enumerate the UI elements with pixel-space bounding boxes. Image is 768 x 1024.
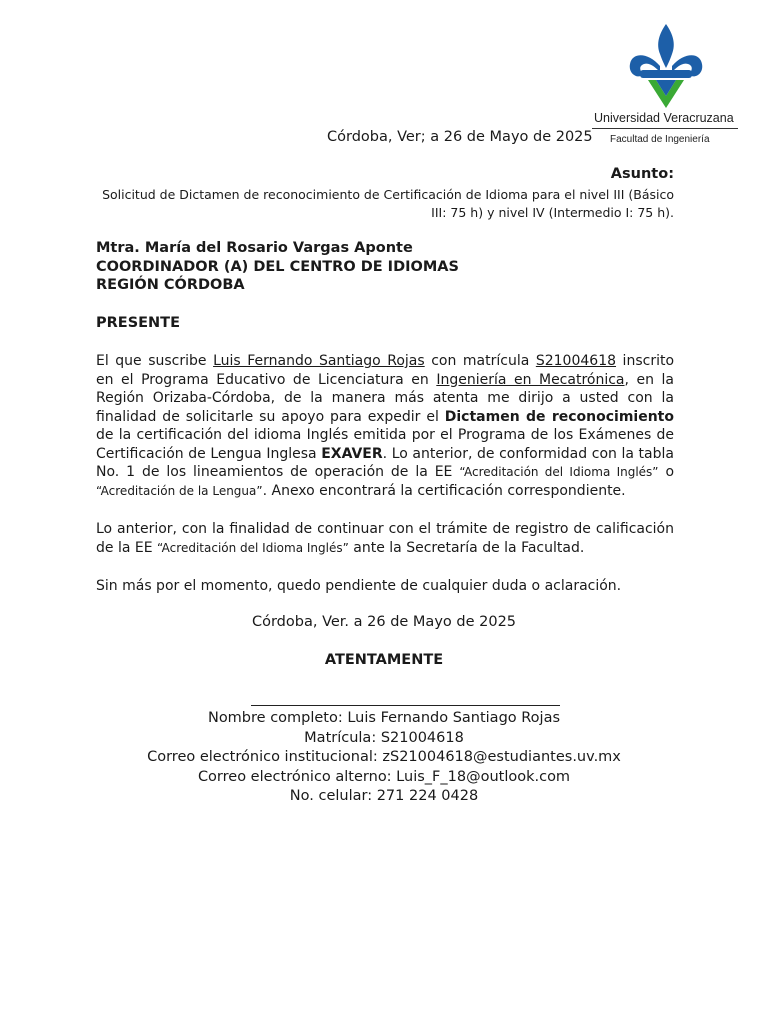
subject-text: Solicitud de Dictamen de reconocimiento de Certificación de Idioma para el nivel III (Básico III: 75 h) y nivel IV (Intermedio I: 75 h). [102, 187, 674, 220]
student-matricula: S21004618 [535, 353, 617, 369]
body-paragraph-2 [96, 520, 674, 557]
signer-matricula: Matrícula: S21004618 [304, 729, 464, 746]
ee-name-1: “Acreditación del Idioma Inglés” [459, 465, 659, 479]
p1-text: inscrito en el Programa Educativo de Licenciatura en [96, 353, 675, 388]
p1-text: . Lo anterior, de conformidad con la tabla No. 1 de los lineamientos de operación de la EE [96, 445, 674, 480]
faculty-name: Facultad de Ingeniería [610, 134, 710, 145]
p1-text: con matrícula [424, 353, 536, 369]
dictamen-text: Dictamen de reconocimiento [444, 408, 674, 425]
salutation: PRESENTE [96, 315, 180, 331]
p2-text: Lo anterior, con la finalidad de continuar con el trámite de registro de calificación de la EE [96, 521, 674, 556]
signer-full-name: Nombre completo: Luis Fernando Santiago Rojas [207, 710, 561, 726]
closing-date: Córdoba, Ver. a 26 de Mayo de 2025 [251, 614, 517, 630]
addressee-block [96, 239, 459, 295]
signature-line [251, 705, 560, 706]
addressee-position: COORDINADOR (A) DEL CENTRO DE IDIOMAS [96, 258, 459, 275]
signature-block [0, 709, 768, 807]
addressee-region: REGIÓN CÓRDOBA [96, 277, 245, 293]
p1-text: El que suscribe [96, 353, 214, 369]
ee-name-2: “Acreditación de la Lengua” [96, 483, 263, 498]
p1-text: , en la Región Orizaba-Córdoba, de la manera más atenta me dirijo a usted con la finalidad de solicitarle su apoyo para expedir el [96, 371, 675, 425]
signer-phone: No. celular: 271 224 0428 [289, 788, 479, 804]
signer-institutional-email: Correo electrónico institucional: zS21004618@estudiantes.uv.mx [147, 749, 621, 765]
exaver-text: EXAVER [321, 445, 383, 462]
university-name: Universidad Veracruzana [594, 111, 734, 125]
signer-alternate-email: Correo electrónico alterno: Luis_F_18@outlook.com [197, 768, 571, 785]
body-paragraph-3: Sin más por el momento, quedo pendiente de cualquier duda o aclaración. [96, 578, 622, 594]
closing-atentamente: ATENTAMENTE [324, 652, 444, 668]
p1-text: . Anexo encontrará la certificación correspondiente. [262, 482, 626, 499]
university-logo [592, 22, 740, 150]
logo-divider [592, 128, 738, 129]
program-name: Ingeniería en Mecatrónica [436, 371, 625, 388]
body-paragraph-1 [96, 352, 674, 500]
subject-label: Asunto: [610, 166, 674, 182]
p1-text: de la certificación del idioma Inglés emitida por el Programa de los Exámenes de Certificación de Lengua Inglesa [96, 427, 674, 462]
letter-date: Córdoba, Ver; a 26 de Mayo de 2025 [327, 129, 593, 145]
ee-name-3: “Acreditación del Idioma Inglés” [157, 540, 349, 555]
addressee-name: Mtra. María del Rosario Vargas Aponte [96, 240, 413, 256]
flor-de-lis-logo-icon [626, 22, 706, 110]
student-name: Luis Fernando Santiago Rojas [213, 353, 425, 369]
p1-text: o [658, 464, 675, 480]
p2-text: ante la Secretaría de la Facultad. [348, 539, 585, 556]
